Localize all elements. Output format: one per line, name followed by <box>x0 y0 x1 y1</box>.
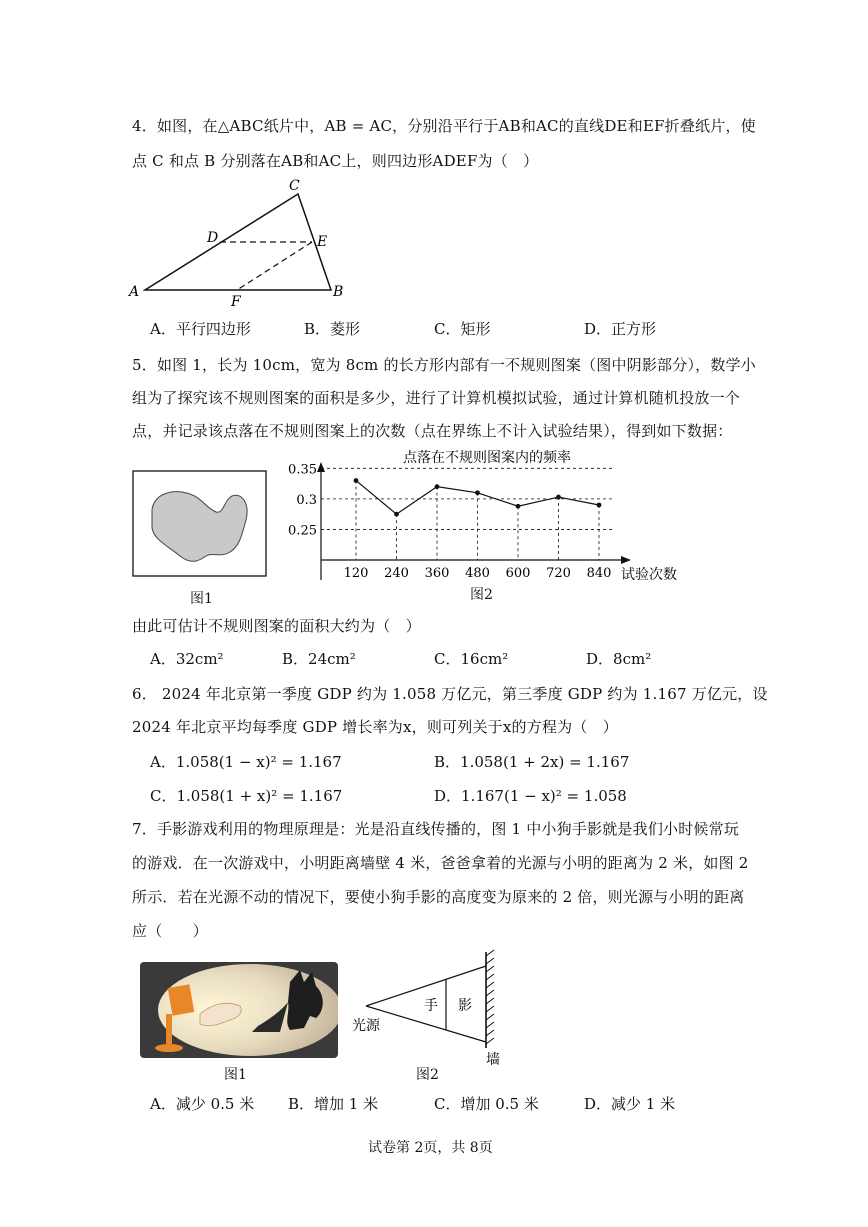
q7-option-c: C．增加 0.5 米 <box>434 1095 539 1113</box>
q5-option-b: B．24cm² <box>282 650 356 668</box>
label-A: A <box>129 284 140 300</box>
label-wall: 墙 <box>486 1052 500 1068</box>
chart-xtick-0: 120 <box>343 566 369 581</box>
q5-option-c: C．16cm² <box>434 650 509 668</box>
q7-line2: 的游戏．在一次游戏中，小明距离墙壁 4 米，爸爸拿着的光源与小明的距离为 2 米，如图 2 <box>132 854 749 872</box>
chart-xlabel: 试验次数 <box>621 567 677 583</box>
q7-option-a: A．减少 0.5 米 <box>150 1095 255 1113</box>
q6-option-a: A．1.058(1 − x)² = 1.167 <box>150 753 342 771</box>
chart-point-6 <box>597 503 602 508</box>
q6-line2: 2024 年北京平均每季度 GDP 增长率为x，则可列关于x的方程为（ ） <box>132 718 618 736</box>
q5-figure1-rectangle <box>132 470 268 578</box>
q4-option-b: B．菱形 <box>304 320 361 338</box>
q7-fig2-caption: 图2 <box>416 1067 439 1083</box>
q5-fig2-caption: 图2 <box>470 587 493 603</box>
chart-title: 点落在不规则图案内的频率 <box>403 450 571 466</box>
chart-series-line <box>356 481 599 515</box>
q7-line3: 所示．若在光源不动的情况下，要使小狗手影的高度变为原来的 2 倍，则光源与小明的距离 <box>132 888 745 906</box>
label-F: F <box>231 294 241 307</box>
chart-point-0 <box>354 478 359 483</box>
q5-option-a: A．32cm² <box>150 650 224 668</box>
label-light-source: 光源 <box>352 1018 380 1034</box>
q7-hand-shadow-photo <box>140 962 338 1058</box>
chart-xtick-2: 360 <box>424 566 450 581</box>
q5-after: 由此可估计不规则图案的面积大约为（ ） <box>132 617 421 635</box>
q4-line2: 点 C 和点 B 分别落在AB和AC上，则四边形ADEF为（ ） <box>132 152 539 170</box>
q4-option-a: A．平行四边形 <box>150 320 251 338</box>
chart-xtick-1: 240 <box>384 566 409 581</box>
q5-line3: 点，并记录该点落在不规则图案上的次数（点在界练上不计入试验结果），得到如下数据： <box>132 422 733 440</box>
q7-line4: 应（ ） <box>132 922 209 940</box>
label-E: E <box>317 234 328 250</box>
chart-ytick-0: 0.25 <box>288 523 317 539</box>
chart-point-2 <box>435 484 440 489</box>
q4-line1: 4．如图，在△ABC纸片中，AB = AC，分别沿平行于AB和AC的直线DE和EF折叠纸片，使 <box>132 117 756 135</box>
q7-fig1-caption: 图1 <box>224 1067 247 1083</box>
q5-fig1-caption: 图1 <box>190 591 213 607</box>
page-footer: 试卷第 2页，共 8页 <box>368 1140 493 1156</box>
chart-xtick-6: 840 <box>586 566 612 581</box>
chart-x-axis-arrow <box>621 556 631 564</box>
label-shadow: 影 <box>458 998 472 1014</box>
q7-light-diagram <box>350 948 520 1070</box>
q6-option-b: B．1.058(1 + 2x) = 1.167 <box>434 753 630 771</box>
chart-point-5 <box>556 495 561 500</box>
q7-option-d: D．减少 1 米 <box>584 1095 676 1113</box>
label-hand: 手 <box>424 998 438 1014</box>
chart-point-3 <box>475 490 480 495</box>
chart-xtick-4: 600 <box>505 566 531 581</box>
label-B: B <box>333 284 344 300</box>
q6-line1: 6． 2024 年北京第一季度 GDP 约为 1.058 万亿元，第三季度 GDP 约为 1.167 万亿元，设 <box>132 685 768 703</box>
q4-option-c: C．矩形 <box>434 320 491 338</box>
chart-xtick-3: 480 <box>465 566 490 581</box>
q6-option-c: C．1.058(1 + x)² = 1.167 <box>150 787 343 805</box>
q5-line1: 5．如图 1，长为 10cm，宽为 8cm 的长方形内部有一不规则图案（图中阴影部分），数学小 <box>132 356 756 374</box>
q4-triangle-figure <box>125 172 355 307</box>
label-D: D <box>207 230 219 246</box>
q5-frequency-chart <box>285 442 705 587</box>
chart-xtick-5: 720 <box>546 566 571 581</box>
chart-ytick-1: 0.3 <box>296 492 317 508</box>
q5-option-d: D．8cm² <box>586 650 652 668</box>
chart-point-1 <box>394 512 399 517</box>
chart-y-axis-arrow <box>317 462 325 472</box>
q6-option-d: D．1.167(1 − x)² = 1.058 <box>434 787 627 805</box>
chart-ytick-2: 0.35 <box>288 462 317 478</box>
chart-point-4 <box>516 504 521 509</box>
q5-line2: 组为了探究该不规则图案的面积是多少，进行了计算机模拟试验，通过计算机随机投放一个 <box>132 389 741 407</box>
q7-option-b: B．增加 1 米 <box>288 1095 379 1113</box>
q7-line1: 7．手影游戏利用的物理原理是：光是沿直线传播的，图 1 中小狗手影就是我们小时候常玩 <box>132 820 740 838</box>
q4-option-d: D．正方形 <box>584 320 657 338</box>
label-C: C <box>289 178 300 194</box>
